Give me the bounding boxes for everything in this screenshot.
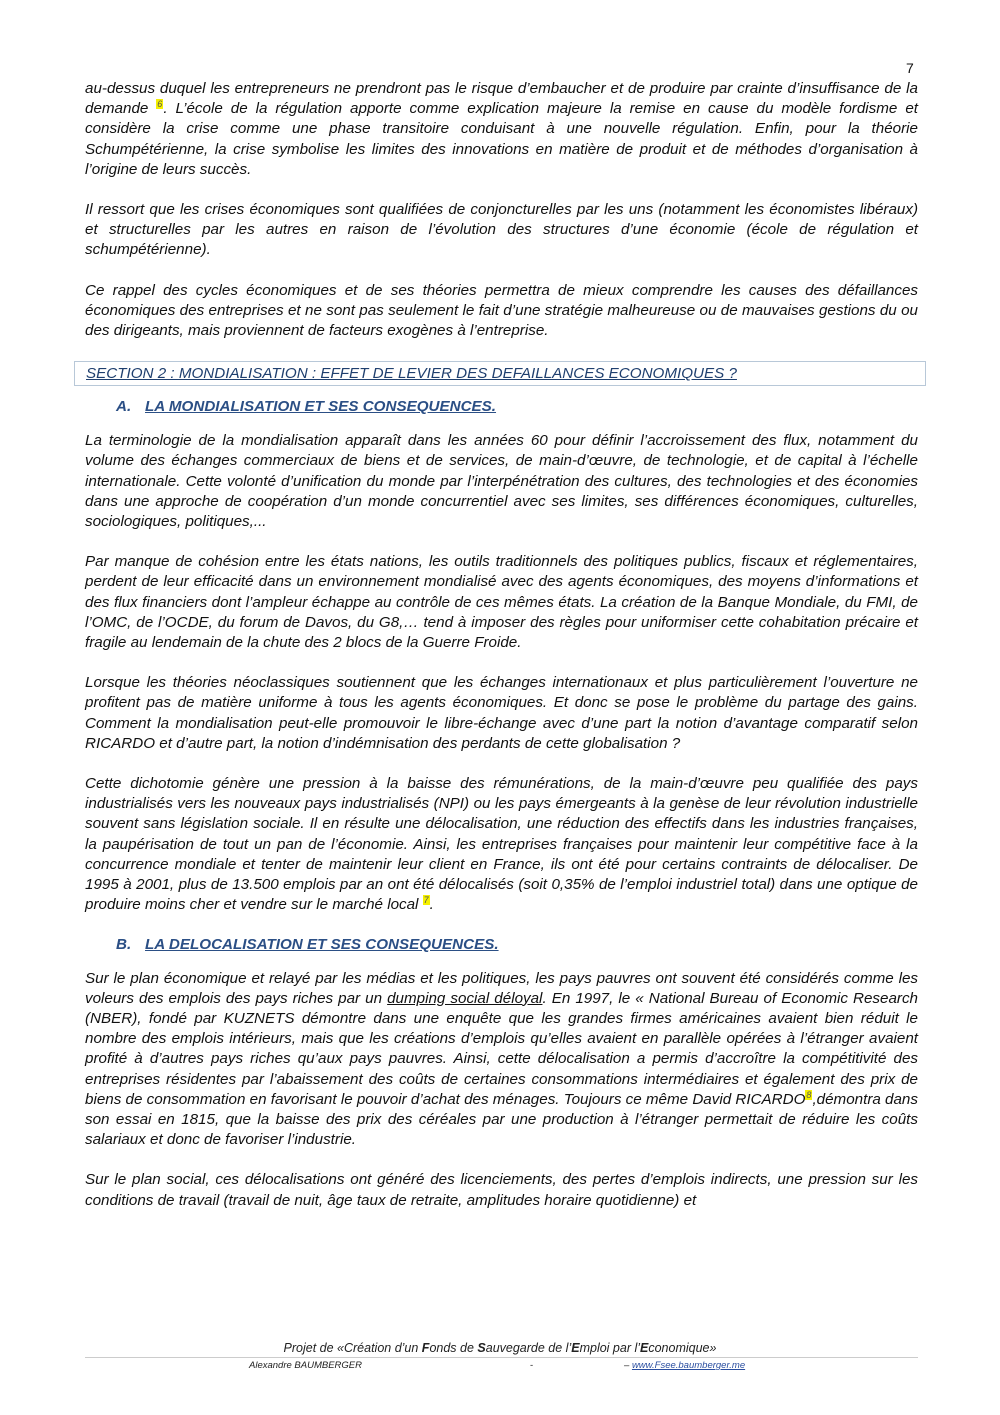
subsection-title-b[interactable]: LA DELOCALISATION ET SES CONSEQUENCES. — [145, 935, 499, 953]
footer-link-wrap — [624, 1360, 745, 1371]
paragraph-1 — [85, 79, 918, 180]
paragraph-5: Par manque de cohésion entre les états nations, les outils traditionnels des politiques publics, fiscaux et réglementaires, perdent de leur efficacité dans un environnement mondialisé avec des agents économiques, des moyens d’informations et des flux financiers dont l’ampleur échappe au contrôle de ces mêmes états. La création de la Banque Mondiale, du FMI, de l’OMC, de l’OCDE, du forum de Davos, du G8,… tend à imposer des règles pour uniformiser cette cohabitation précaire et fragile au lendemain de la chute des 2 blocs de la Guerre Froide. — [85, 553, 918, 652]
subsection-title-a[interactable]: LA MONDIALISATION ET SES CONSEQUENCES. — [145, 398, 497, 416]
footer-author: Alexandre BAUMBERGER — [249, 1360, 362, 1371]
paragraph-8-text-a: Sur le plan économique et relayé par les médias et les politiques, les pays pauvres ont souvent été considérés comme les voleurs des emplois des pays riches par un — [85, 969, 918, 1007]
footer-text-4: mploi par l’ — [579, 1341, 641, 1355]
section-heading-box — [74, 361, 926, 386]
footer-link-prefix: – — [624, 1360, 632, 1371]
paragraph-7-text-b: . — [429, 896, 434, 914]
footnote-ref-8[interactable]: 8 — [806, 1089, 812, 1100]
paragraph-7 — [85, 774, 918, 915]
paragraph-8-text-c: ,démontra dans son essai en 1815, que la baisse des prix des céréales par une production à l’étranger permettait de réduire les coûts salariaux et donc de favoriser l’industrie. — [85, 1090, 918, 1149]
footer-letter-s: S — [477, 1341, 486, 1355]
footer-divider — [85, 1357, 918, 1358]
footer-text-2: onds de — [429, 1341, 478, 1355]
footer-text-3: auvegarde de l’ — [485, 1341, 572, 1355]
footnote-ref-7[interactable]: 7 — [423, 895, 429, 906]
footer-website-link[interactable]: www.Fsee.baumberger.me — [631, 1360, 746, 1371]
footer-separator: - — [530, 1360, 534, 1371]
paragraph-8-text-b: . En 1997, le « National Bureau of Economic Research (NBER), fondé par KUZNETS démontre dans une enquête que les grandes firmes américaines avaient bien réduit le nombre des emplois intérieurs, mais que les créations d’emplois qu’elles avaient en parallèle opérées à l’étranger avaient profité à d’autres pays riches qu’aux pays pauvres. Ainsi, cette délocalisation a permis d’accroître la compétitivité des entreprises résidentes par l’abaissement des coûts de certaines consommations intermédiaires et également des prix de biens de consommation en favorisant le pouvoir d’achat des ménages. Toujours ce même David RICARDO — [85, 989, 919, 1108]
paragraph-1-text-a: au-dessus duquel les entrepreneurs ne prendront pas le risque d’embaucher et de produire par crainte d’insuffisance de la demande — [85, 80, 918, 118]
paragraph-8-underlined: dumping social déloyal — [387, 989, 543, 1007]
subsection-letter-b: B. — [116, 935, 132, 953]
paragraph-3: Ce rappel des cycles économiques et de ses théories permettra de mieux comprendre les causes des défaillances économiques des entreprises et ne sont pas seulement le fait d’une stratégie malheureuse ou de mauvaises gestions du ou des dirigeants, mais proviennent de facteurs exogènes à l’entreprise. — [85, 281, 918, 340]
paragraph-7-text-a: Cette dichotomie génère une pression à la baisse des rémunérations, de la main-d’œuvre peu qualifiée des pays industrialisés vers les nouveaux pays industrialisés (NPI) ou les pays émergeants à la genèse de leur révolution industrielle souvent sans législation sociale. Il en résulte une délocalisation, une réduction des effectifs dans les industries françaises, la paupérisation de tout un pan de l’économie. Ainsi, les entreprises françaises pour maintenir leur compétitive face à la concurrence mondiale et tenter de maintenir leur client en France, ils ont été pour certains contraints de délocaliser. De 1995 à 2001, plus de 13.500 emplois par an ont été délocalisés (soit 0,35% de l’emploi industriel total) dans une optique de produire moins cher et vendre sur le marché local — [85, 775, 918, 914]
paragraph-9: Sur le plan social, ces délocalisations ont généré des licenciements, des pertes d’emplois indirects, une pression sur les conditions de travail (travail de nuit, âge taux de retraite, amplitudes horaire quotidienne) et — [85, 1171, 918, 1209]
paragraph-2: Il ressort que les crises économiques sont qualifiées de conjoncturelles par les uns (notamment les économistes libéraux) et structurelles par les autres en raison de l’évolution des structures d’une économie (école de régulation et schumpétérienne). — [85, 201, 918, 259]
subsection-heading-b — [85, 936, 918, 953]
section-title[interactable]: SECTION 2 : MONDIALISATION : EFFET DE LEVIER DES DEFAILLANCES ECONOMIQUES ? — [86, 365, 737, 383]
footer-text-1: Projet de «Création d’un — [283, 1341, 422, 1355]
paragraph-6: Lorsque les théories néoclassiques soutiennent que les échanges internationaux et plus particulièrement l’ouverture ne profitent pas de matière uniforme à tous les agents économiques. Et donc se pose le problème du partage des gains. Comment la mondialisation peut-elle promouvoir le libre-échange avec d’une part la notion d’avantage comparatif selon RICARDO et d’autre part, la notion d’indémnisation des perdants de cette globalisation ? — [85, 674, 918, 752]
footer-letter-e2: E — [640, 1341, 649, 1355]
footnote-ref-6[interactable]: 6 — [157, 99, 163, 110]
page-number: 7 — [906, 60, 914, 76]
footer-letter-f: F — [421, 1341, 430, 1355]
page-content — [85, 79, 918, 1231]
paragraph-1-text-b: . L’école de la régulation apporte comme explication majeure la remise en cause du modèle fordisme et considère la crise comme une phase transitoire conduisant à une nouvelle régulation. Enfin, pour la théorie Schumpétérienne, la crise symbolise les limites des innovations en matière de produit et de méthodes d’organisation à l’origine de leurs succès. — [85, 100, 918, 178]
paragraph-4: La terminologie de la mondialisation apparaît dans les années 60 pour définir l’accroissement des flux, notamment du volume des échanges commerciaux de biens et de services, de main-d’œuvre, de technologie, et de capital à l’échelle internationale. Cette volonté d’unification du monde par l’interpénétration des cultures, des technologies et des économies dans une approche de coopération d’un monde concurrentiel avec ses limites, ses différences économiques, culturelles, sociologiques, politiques,... — [85, 432, 918, 531]
paragraph-8 — [85, 969, 918, 1151]
subsection-letter-a: A. — [116, 398, 132, 416]
footer-text-5: conomique» — [648, 1341, 717, 1355]
footer-project-title — [0, 1341, 1000, 1355]
subsection-heading-a — [85, 398, 918, 415]
footer-letter-e1: E — [571, 1341, 580, 1355]
